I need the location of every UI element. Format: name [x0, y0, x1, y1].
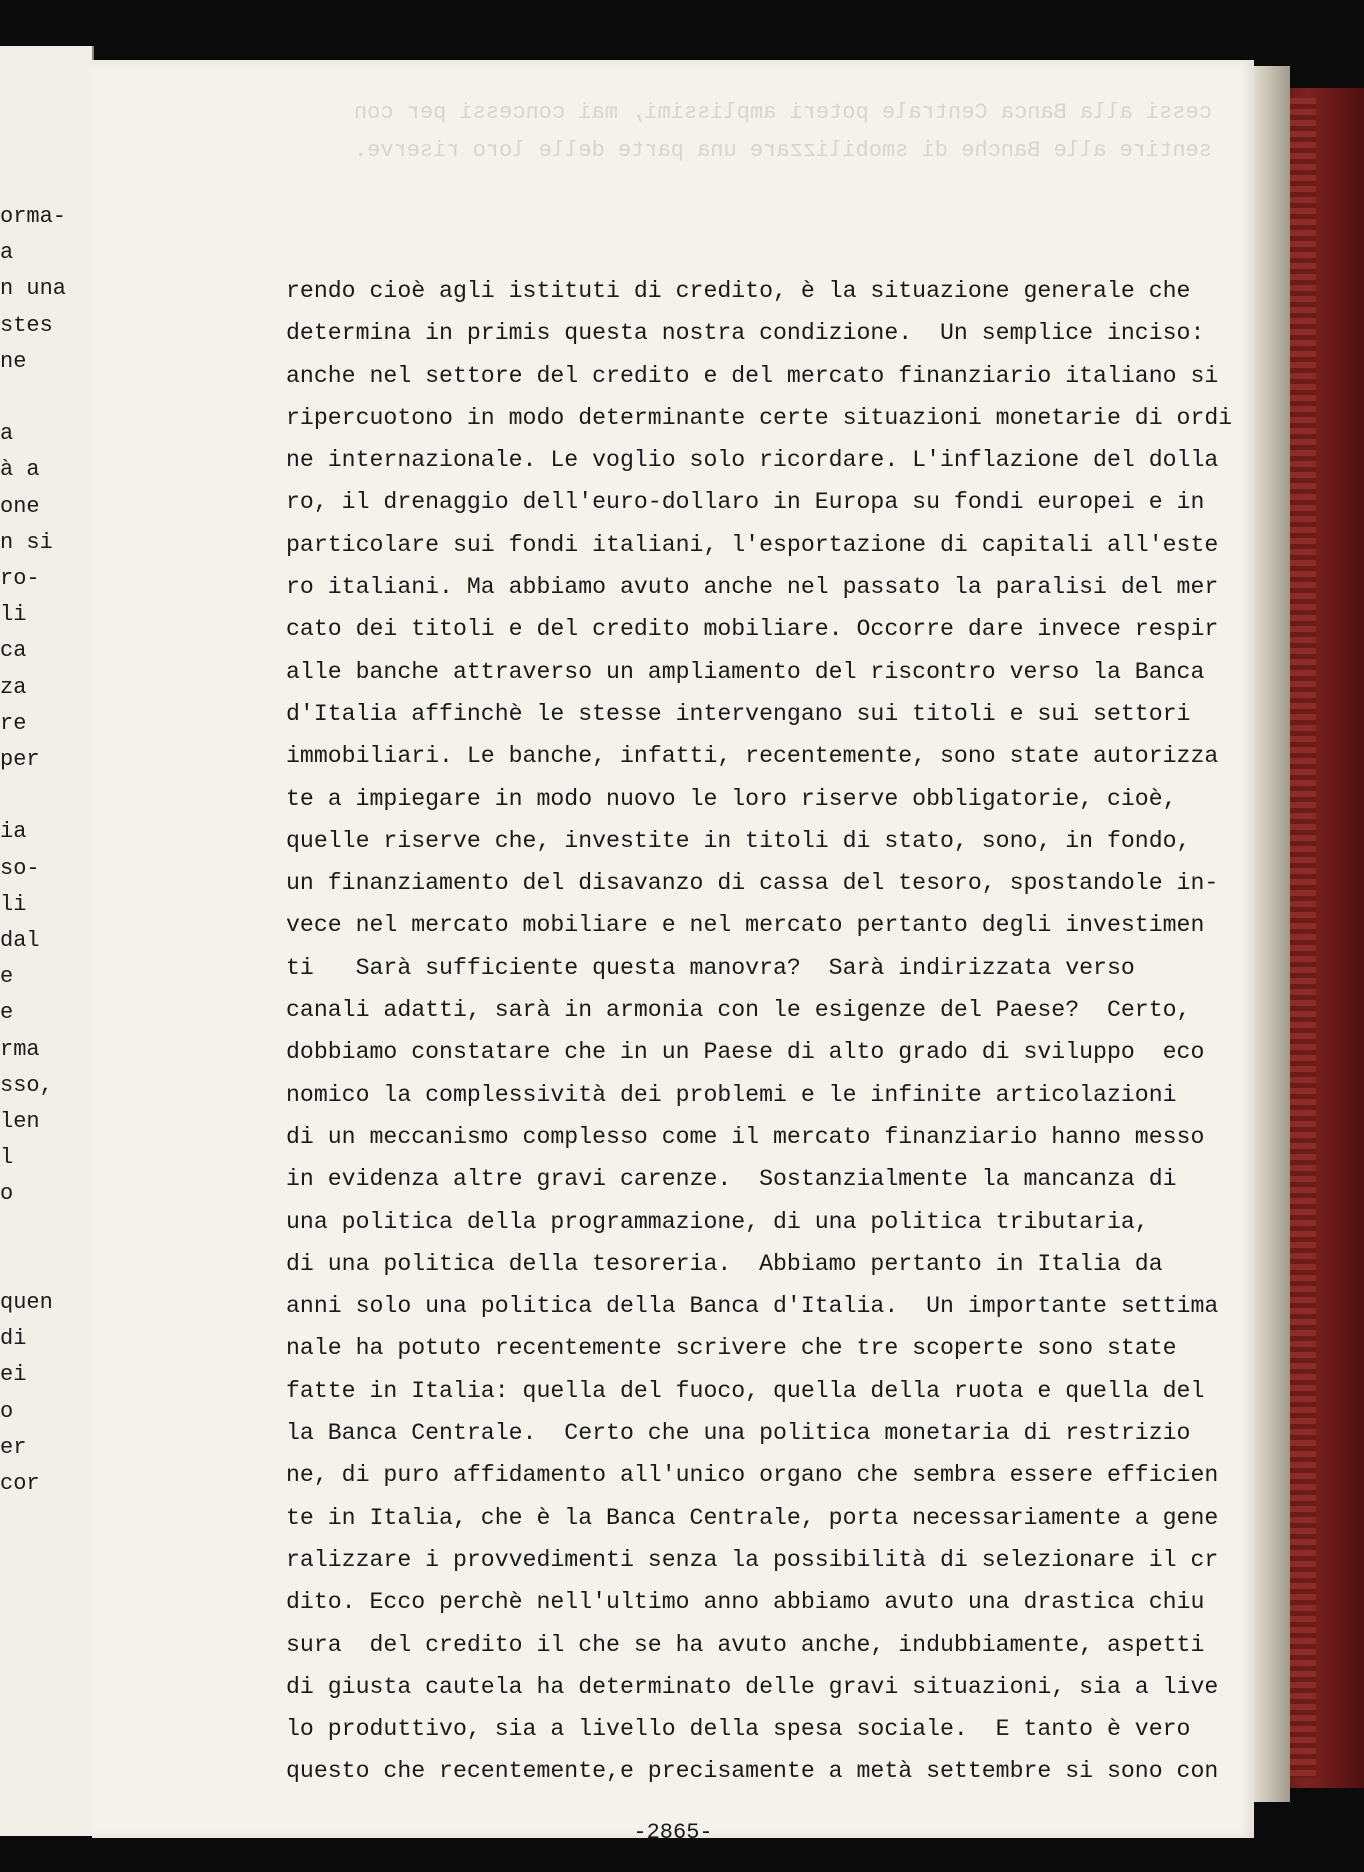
left-page-fragment: a	[0, 240, 14, 266]
text-line: nomico la complessività dei problemi e le infinite articolazioni	[286, 1081, 1177, 1108]
text-line: vece nel mercato mobiliare e nel mercato pertanto degli investimen	[286, 912, 1205, 939]
text-line: anche nel settore del credito e del mercato finanziario italiano si	[286, 362, 1219, 389]
page-body	[286, 270, 1246, 1793]
left-page-fragment: ia	[0, 819, 27, 845]
left-page-fragment: ei	[0, 1362, 27, 1388]
left-page-fragment: di	[0, 1326, 27, 1352]
text-line: questo che recentemente,e precisamente a metà settembre si sono con	[286, 1758, 1219, 1785]
left-page-fragment: quen	[0, 1290, 53, 1315]
left-page-fragment: li	[0, 891, 27, 917]
text-line: ro italiani. Ma abbiamo avuto anche nel passato la paralisi del mer	[286, 574, 1219, 601]
text-line: dito. Ecco perchè nell'ultimo anno abbiamo avuto una drastica chiu	[286, 1589, 1205, 1616]
text-line: rendo cioè agli istituti di credito, è la situazione generale che	[286, 278, 1191, 304]
left-page-fragment: à a	[0, 457, 40, 483]
text-line: ne, di puro affidamento all'unico organo che sembra essere efficien	[286, 1462, 1219, 1489]
book-cover-edge	[1288, 98, 1316, 1778]
left-page-fragment: er	[0, 1434, 27, 1460]
left-page-fragment: o	[0, 1181, 14, 1207]
text-line: dobbiamo constatare che in un Paese di alto grado di sviluppo eco	[286, 1039, 1205, 1066]
text-line: alle banche attraverso un ampliamento del riscontro verso la Banca	[286, 658, 1205, 685]
document-page	[92, 60, 1254, 1845]
left-page-fragment: dal	[0, 928, 40, 953]
left-page-fragment: cor	[0, 1471, 40, 1496]
left-page-fragment: n una	[0, 276, 67, 302]
text-line: sura del credito il che se ha avuto anche, indubbiamente, aspetti	[286, 1631, 1205, 1658]
text-line: determina in primis questa nostra condizione. Un semplice inciso:	[286, 320, 1205, 347]
left-page-fragment: ca	[0, 638, 27, 664]
left-page-fragment: e	[0, 1000, 14, 1026]
left-page-fragment: ne	[0, 348, 27, 374]
text-line: d'Italia affinchè le stesse intervengano sui titoli e sui settori	[286, 700, 1191, 727]
left-page-fragment: a	[0, 421, 14, 447]
text-line: la Banca Centrale. Certo che una politica monetaria di restrizio	[286, 1420, 1191, 1447]
text-line: lo produttivo, sia a livello della spesa sociale. E tanto è vero	[286, 1716, 1191, 1743]
text-line: cato dei titoli e del credito mobiliare. Occorre dare invece respir	[286, 616, 1219, 643]
text-line: fatte in Italia: quella del fuoco, quella della ruota e quella del	[286, 1377, 1205, 1404]
left-page-fragment: o	[0, 1398, 14, 1424]
text-line: una politica della programmazione, di una politica tributaria,	[286, 1208, 1149, 1235]
left-page-fragment: stes	[0, 312, 53, 338]
page-number: -2865-	[633, 1820, 713, 1845]
text-line: di una politica della tesoreria. Abbiamo pertanto in Italia da	[286, 1250, 1163, 1277]
left-page-fragment: orma-	[0, 204, 67, 229]
text-line: ti Sarà sufficiente questa manovra? Sarà indirizzata verso	[286, 954, 1135, 981]
left-page-fragment: so-	[0, 855, 40, 881]
show-through-text: cessi alla Banca Centrale poteri amplissimi, mai concessi per con	[353, 100, 1212, 125]
text-line: te a impiegare in modo nuovo le loro riserve obbligatorie, cioè,	[286, 785, 1177, 812]
text-line: canali adatti, sarà in armonia con le esigenze del Paese? Certo,	[286, 997, 1191, 1024]
text-line: un finanziamento del disavanzo di cassa del tesoro, spostandole in-	[286, 870, 1219, 897]
text-line: di un meccanismo complesso come il mercato finanziario hanno messo	[286, 1123, 1205, 1150]
left-page-fragment: len	[0, 1109, 40, 1134]
left-page-fragment: one	[0, 493, 40, 519]
text-line: ripercuotono in modo determinante certe situazioni monetarie di ordi	[286, 404, 1233, 431]
page-stack-edge	[1250, 66, 1290, 1802]
left-page-fragment: per	[0, 747, 40, 772]
text-line: di giusta cautela ha determinato delle gravi situazioni, sia a live	[286, 1673, 1219, 1700]
text-line: anni solo una politica della Banca d'Italia. Un importante settima	[286, 1293, 1219, 1320]
show-through-text: sentire alle Banche di smobilizzare una parte delle loro riserve.	[353, 138, 1212, 163]
previous-page	[0, 46, 94, 1836]
text-line: te in Italia, che è la Banca Centrale, porta necessariamente a gene	[286, 1504, 1219, 1531]
left-page-fragment: za	[0, 674, 27, 700]
text-line: ne internazionale. Le voglio solo ricordare. L'inflazione del dolla	[286, 447, 1219, 474]
left-page-fragment: ro-	[0, 566, 40, 591]
left-page-fragment: n si	[0, 529, 53, 555]
text-line: ro, il drenaggio dell'euro-dollaro in Europa su fondi europei e in	[286, 489, 1205, 516]
text-line: in evidenza altre gravi carenze. Sostanzialmente la mancanza di	[286, 1166, 1177, 1193]
text-line: immobiliari. Le banche, infatti, recentemente, sono state autorizza	[286, 743, 1219, 770]
left-page-fragment: l	[0, 1145, 14, 1171]
left-page-fragment: e	[0, 964, 14, 990]
text-line: ralizzare i provvedimenti senza la possibilità di selezionare il cr	[286, 1546, 1219, 1573]
left-page-fragment: rma	[0, 1036, 40, 1062]
left-page-fragment: sso,	[0, 1072, 53, 1098]
text-line: particolare sui fondi italiani, l'esportazione di capitali all'este	[286, 531, 1219, 558]
left-page-fragment: re	[0, 710, 27, 736]
text-line: quelle riserve che, investite in titoli di stato, sono, in fondo,	[286, 827, 1191, 854]
text-line: nale ha potuto recentemente scrivere che tre scoperte sono state	[286, 1335, 1177, 1362]
left-page-fragment: li	[0, 602, 27, 628]
